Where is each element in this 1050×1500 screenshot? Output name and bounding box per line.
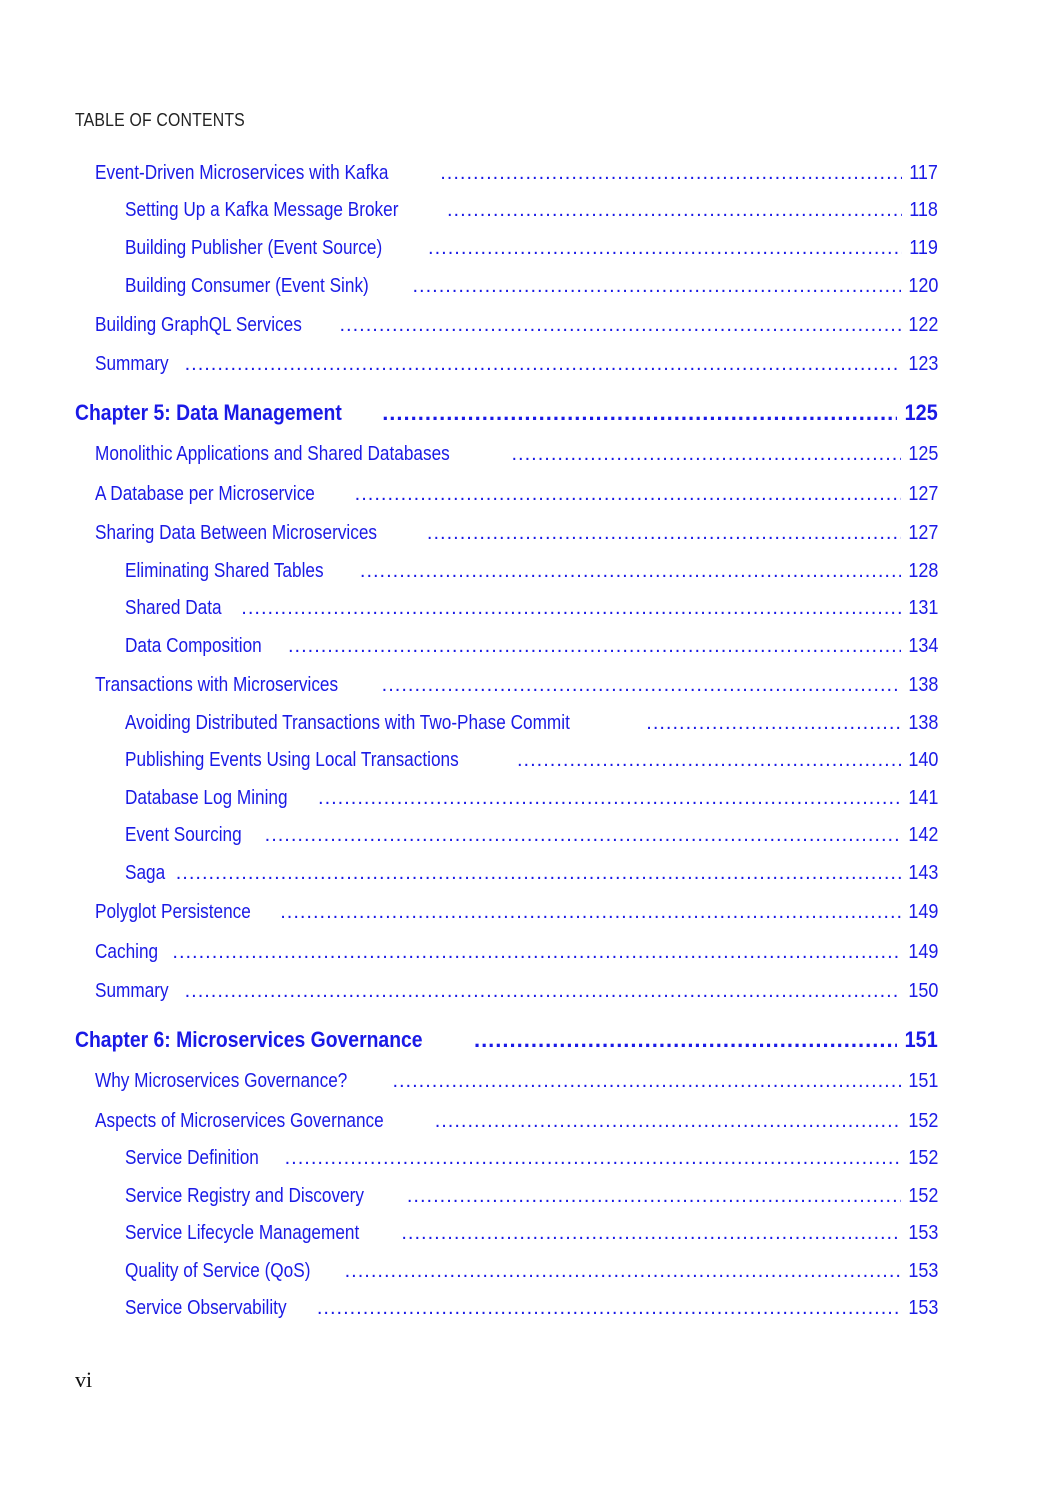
toc-entry-page: 149 bbox=[907, 941, 938, 963]
toc-entry[interactable] bbox=[125, 1145, 938, 1171]
toc-entry-page: 152 bbox=[907, 1147, 938, 1169]
toc-entry-page: 123 bbox=[907, 353, 938, 375]
toc-entry[interactable] bbox=[125, 822, 938, 848]
toc-entry[interactable] bbox=[125, 273, 938, 299]
dot-leader bbox=[440, 160, 902, 186]
toc-entry-title: Monolithic Applications and Shared Databases bbox=[95, 443, 450, 465]
toc-entry-title: Data Composition bbox=[125, 635, 262, 657]
dot-leader bbox=[382, 672, 901, 698]
toc-entry-page: 134 bbox=[907, 635, 938, 657]
dot-leader bbox=[412, 273, 900, 299]
toc-entry-title: Publishing Events Using Local Transactions bbox=[125, 749, 459, 771]
toc-entry-title: Caching bbox=[95, 941, 159, 963]
toc-entry-title: Eliminating Shared Tables bbox=[125, 560, 324, 582]
toc-entry-title: Sharing Data Between Microservices bbox=[95, 522, 378, 544]
toc-entry[interactable] bbox=[125, 633, 938, 659]
toc-entry-title: Service Definition bbox=[125, 1147, 259, 1169]
toc-entry-title: Polyglot Persistence bbox=[95, 901, 251, 923]
toc-entry[interactable] bbox=[125, 1258, 938, 1284]
toc-entry-page: 125 bbox=[904, 400, 938, 425]
dot-leader bbox=[360, 558, 901, 584]
toc-entry-page: 153 bbox=[907, 1260, 938, 1282]
toc-entry-page: 151 bbox=[907, 1070, 938, 1092]
dot-leader bbox=[340, 312, 901, 338]
toc-entry-page: 153 bbox=[907, 1222, 938, 1244]
dot-leader bbox=[474, 1025, 897, 1055]
toc-entry[interactable] bbox=[125, 558, 938, 584]
toc-entry-title: Quality of Service (QoS) bbox=[125, 1260, 311, 1282]
dot-leader bbox=[185, 978, 901, 1004]
toc-entry-page: 152 bbox=[907, 1185, 938, 1207]
toc-entry-title: A Database per Microservice bbox=[95, 483, 315, 505]
toc-entry-title: Summary bbox=[95, 353, 169, 375]
toc-entry[interactable] bbox=[125, 785, 938, 811]
toc-entry-title: Chapter 5: Data Management bbox=[75, 400, 342, 425]
toc-entry-title: Service Registry and Discovery bbox=[125, 1185, 364, 1207]
dot-leader bbox=[427, 520, 901, 546]
toc-entry-page: 118 bbox=[909, 199, 938, 221]
dot-leader bbox=[435, 1108, 901, 1134]
toc-entry-page: 122 bbox=[907, 314, 938, 336]
toc-entry-title: Service Observability bbox=[125, 1297, 287, 1319]
toc-entry-page: 138 bbox=[907, 712, 938, 734]
toc-entry[interactable] bbox=[125, 710, 938, 736]
toc-entry[interactable] bbox=[95, 939, 938, 965]
toc-entry-title: Aspects of Microservices Governance bbox=[95, 1110, 384, 1132]
dot-leader bbox=[288, 633, 901, 659]
toc-entry-title: Database Log Mining bbox=[125, 787, 288, 809]
dot-leader bbox=[285, 1145, 901, 1171]
dot-leader bbox=[317, 1295, 901, 1321]
toc-entry[interactable] bbox=[95, 1068, 938, 1094]
toc-entry-title: Transactions with Microservices bbox=[95, 674, 339, 696]
dot-leader bbox=[185, 351, 901, 377]
toc-entry[interactable] bbox=[95, 672, 938, 698]
toc-entry[interactable] bbox=[125, 1183, 938, 1209]
toc-entry-page: 131 bbox=[907, 597, 938, 619]
toc-chapter-entry[interactable] bbox=[75, 1025, 938, 1055]
toc-entry[interactable] bbox=[95, 1108, 938, 1134]
toc-entry-page: 151 bbox=[904, 1027, 938, 1052]
toc-entry-page: 127 bbox=[907, 522, 938, 544]
dot-leader bbox=[447, 197, 902, 223]
dot-leader bbox=[517, 747, 901, 773]
toc-entry-page: 117 bbox=[909, 162, 938, 184]
toc-entry[interactable] bbox=[125, 747, 938, 773]
toc-entry-page: 120 bbox=[907, 275, 938, 297]
toc-entry-page: 141 bbox=[907, 787, 938, 809]
toc-entry[interactable] bbox=[125, 1295, 938, 1321]
dot-leader bbox=[355, 481, 901, 507]
dot-leader bbox=[280, 899, 900, 925]
toc-entry-title: Summary bbox=[95, 980, 169, 1002]
toc-entry-title: Building Consumer (Event Sink) bbox=[125, 275, 369, 297]
dot-leader bbox=[511, 441, 900, 467]
dot-leader bbox=[382, 398, 897, 428]
dot-leader bbox=[345, 1258, 901, 1284]
toc-entry-page: 138 bbox=[907, 674, 938, 696]
toc-entry[interactable] bbox=[95, 520, 938, 546]
toc-entry-title: Chapter 6: Microservices Governance bbox=[75, 1027, 423, 1052]
toc-entry[interactable] bbox=[125, 595, 938, 621]
toc-entry-page: 152 bbox=[907, 1110, 938, 1132]
toc-entry-page: 140 bbox=[907, 749, 938, 771]
toc-entry-page: 125 bbox=[907, 443, 938, 465]
toc-entry[interactable] bbox=[95, 441, 938, 467]
toc-entry[interactable] bbox=[125, 235, 938, 261]
dot-leader bbox=[265, 822, 901, 848]
dot-leader bbox=[176, 860, 901, 886]
toc-entry-title: Avoiding Distributed Transactions with Two-Phase Commit bbox=[125, 712, 570, 734]
toc-entry-title: Building GraphQL Services bbox=[95, 314, 302, 336]
dot-leader bbox=[646, 710, 900, 736]
toc-entry-title: Event-Driven Microservices with Kafka bbox=[95, 162, 389, 184]
dot-leader bbox=[172, 939, 900, 965]
toc-entry[interactable] bbox=[125, 197, 938, 223]
toc-entry-title: Setting Up a Kafka Message Broker bbox=[125, 199, 399, 221]
page-number: vi bbox=[75, 1367, 93, 1392]
toc-entry-page: 150 bbox=[907, 980, 938, 1002]
toc-entry[interactable] bbox=[95, 978, 938, 1004]
toc-entry-title: Shared Data bbox=[125, 597, 222, 619]
toc-entry-page: 127 bbox=[907, 483, 938, 505]
toc-entry[interactable] bbox=[95, 160, 938, 186]
dot-leader bbox=[392, 1068, 900, 1094]
toc-entry-title: Event Sourcing bbox=[125, 824, 242, 846]
toc-entry[interactable] bbox=[125, 1220, 938, 1246]
toc-entry-page: 128 bbox=[907, 560, 938, 582]
dot-leader bbox=[428, 235, 902, 261]
toc-entry[interactable] bbox=[95, 312, 938, 338]
toc-entry-title: Saga bbox=[125, 862, 166, 884]
toc-chapter-entry[interactable] bbox=[75, 398, 938, 428]
dot-leader bbox=[407, 1183, 901, 1209]
toc-entry[interactable] bbox=[95, 351, 938, 377]
dot-leader bbox=[401, 1220, 900, 1246]
dot-leader bbox=[318, 785, 901, 811]
toc-entry[interactable] bbox=[95, 481, 938, 507]
toc-entry-page: 153 bbox=[907, 1297, 938, 1319]
toc-entry[interactable] bbox=[95, 899, 938, 925]
toc-entry-title: Building Publisher (Event Source) bbox=[125, 237, 383, 259]
running-header: TABLE OF CONTENTS bbox=[75, 110, 245, 130]
toc-entry[interactable] bbox=[125, 860, 938, 886]
dot-leader bbox=[241, 595, 900, 621]
toc-entry-title: Why Microservices Governance? bbox=[95, 1070, 348, 1092]
toc-entry-page: 119 bbox=[909, 237, 938, 259]
toc-entry-page: 142 bbox=[907, 824, 938, 846]
toc-entry-page: 149 bbox=[907, 901, 938, 923]
toc-entry-title: Service Lifecycle Management bbox=[125, 1222, 360, 1244]
toc-entry-page: 143 bbox=[907, 862, 938, 884]
